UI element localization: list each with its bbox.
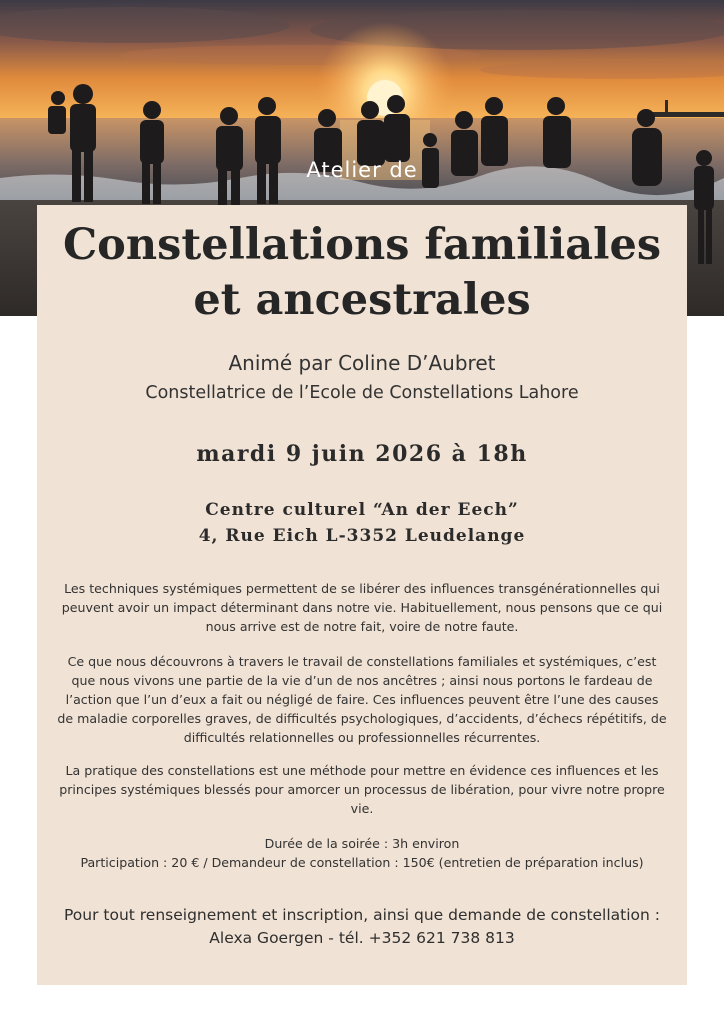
kicker-text: Atelier de: [306, 158, 418, 182]
contact-intro: Pour tout renseignement et inscription, ainsi que demande de constellation :: [63, 906, 661, 924]
page-title: [37, 218, 687, 328]
body-paragraph-3: La pratique des constellations est une méthode pour mettre en évidence ces influences et les principes systémiques blessés pour amorcer un processus de libération, pour vivre notre propre vie.: [59, 763, 665, 816]
title-line-1: Constellations familiales: [62, 220, 662, 270]
facilitator-role: Constellatrice de l’Ecole de Constellations Lahore: [145, 383, 579, 403]
contact-block: [37, 904, 687, 950]
duration-text: Durée de la soirée : 3h environ: [264, 836, 460, 851]
title-line-2: et ancestrales: [193, 275, 531, 325]
facilitator-name: Animé par Coline D’Aubret: [228, 351, 496, 375]
body-paragraph-2: Ce que nous découvrons à travers le travail de constellations familiales et systémiques, c’est que nous vivons une partie de la vie d’un de nos ancêtres ; ainsi nous portons le fardeau de l’action que l’un d’eux a fait ou négligé de faire. Ces influences peuvent être l’une des causes de maladie corporelles graves, de difficultés psychologiques, d’accidents, d’échecs répétitifs, de difficultés relationnelles ou professionnelles récurrentes.: [57, 654, 667, 745]
contact-details: Alexa Goergen - tél. +352 621 738 813: [209, 929, 515, 947]
event-venue: [37, 497, 687, 549]
participation-text: Participation : 20 € / Demandeur de constellation : 150€ (entretien de préparation inclus): [80, 855, 644, 870]
venue-name: Centre culturel “An der Eech”: [205, 500, 519, 520]
event-date: mardi 9 juin 2026 à 18h: [196, 441, 528, 467]
body-paragraph-1: Les techniques systémiques permettent de se libérer des influences transgénérationnelles qui peuvent avoir un impact déterminant dans notre vie. Habituellement, nous pensons que ce qui nous arrive est de notre fait, voire de notre faute.: [61, 581, 663, 634]
venue-address: 4, Rue Eich L-3352 Leudelange: [198, 526, 526, 546]
